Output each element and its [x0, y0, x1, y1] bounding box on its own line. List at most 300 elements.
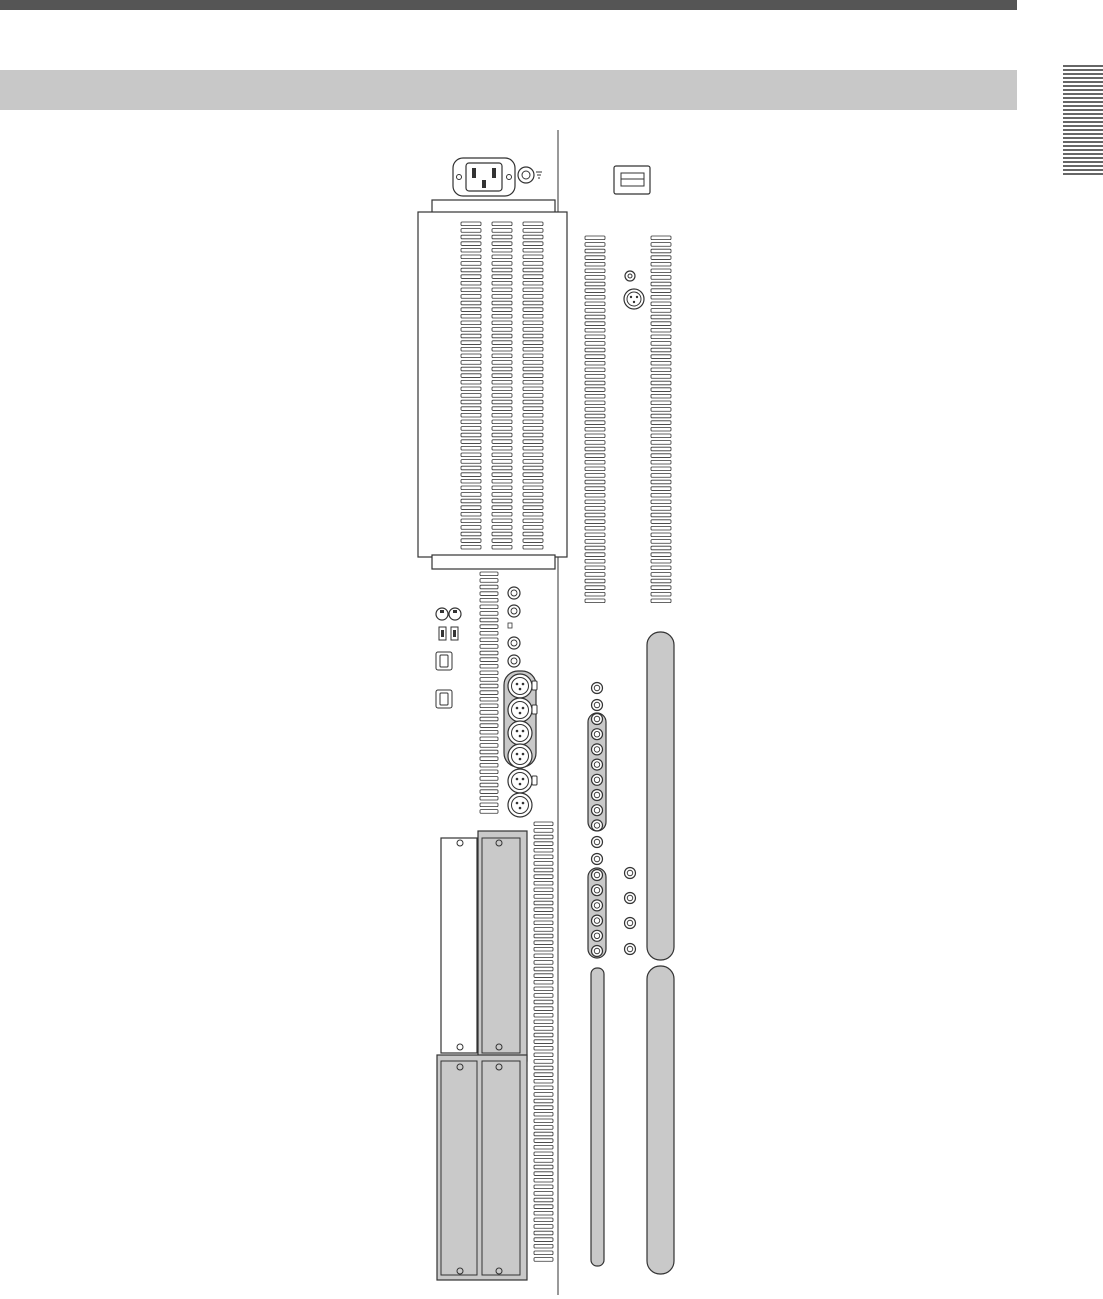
fan-slot: [461, 532, 481, 536]
fan-slot: [461, 314, 481, 318]
fan-slot: [461, 473, 481, 477]
fan-slot: [492, 545, 512, 549]
vent-slot: [585, 256, 605, 260]
fan-slot: [461, 460, 481, 464]
vent-slot: [480, 598, 498, 602]
vent-slot: [585, 335, 605, 339]
fan-slot: [523, 380, 543, 384]
vent-slot: [585, 533, 605, 537]
vent-slot: [534, 1119, 553, 1123]
fan-slot: [461, 545, 481, 549]
bnc-connector-icon: [592, 714, 603, 725]
vent-slot: [480, 803, 498, 807]
vent-slot: [585, 342, 605, 346]
vent-slot: [651, 540, 671, 544]
bnc-connector-icon: [592, 774, 603, 785]
vent-slot: [480, 612, 498, 616]
vent-slot: [480, 757, 498, 761]
vent-slot: [534, 1218, 553, 1222]
fan-slot: [523, 262, 543, 266]
vent-slot: [534, 1099, 553, 1103]
bnc-connector-icon: [592, 946, 603, 957]
vent-slot: [534, 967, 553, 971]
xlr-latch: [532, 776, 537, 785]
fan-slot: [461, 268, 481, 272]
vent-slot: [651, 388, 671, 392]
fan-slot: [492, 281, 512, 285]
vent-slot: [534, 1211, 553, 1215]
vent-slot: [534, 961, 553, 965]
fan-slot: [492, 321, 512, 325]
vent-slot: [651, 282, 671, 286]
bnc-connector-icon: [625, 944, 636, 955]
fan-slot: [461, 499, 481, 503]
xlr-connector-icon[interactable]: [504, 671, 537, 817]
vent-slot: [585, 520, 605, 524]
bnc-connector-icon[interactable]: [508, 587, 520, 667]
fan-slot: [523, 361, 543, 365]
fan-slot: [461, 255, 481, 259]
vent-slot: [480, 625, 498, 629]
xlr-pin: [522, 802, 525, 805]
vent-slot: [534, 1225, 553, 1229]
fan-slot: [492, 440, 512, 444]
vent-slot: [651, 262, 671, 266]
fan-slot: [523, 486, 543, 490]
vent-slot: [534, 1060, 553, 1064]
vent-slot: [585, 276, 605, 280]
vent-slot: [585, 302, 605, 306]
fan-slot: [461, 341, 481, 345]
vent-slot: [534, 1145, 553, 1149]
mini-din-port-icon[interactable]: [436, 608, 461, 620]
fan-slot: [461, 328, 481, 332]
vent-slot: [585, 566, 605, 570]
bnc-connector-icon: [508, 587, 520, 599]
vent-slot: [534, 1251, 553, 1255]
vent-slot: [534, 881, 553, 885]
d-sub-connector-icon[interactable]: [436, 652, 452, 708]
vent-slot: [651, 269, 671, 273]
vent-slot: [480, 638, 498, 642]
vent-slot: [534, 829, 553, 833]
fan-slot: [492, 539, 512, 543]
vent-slot: [651, 579, 671, 583]
fan-slot: [461, 493, 481, 497]
fan-slot: [492, 242, 512, 246]
vent-slot: [585, 467, 605, 471]
fan-slot: [523, 519, 543, 523]
vent-slot: [534, 1205, 553, 1209]
fan-slot: [523, 440, 543, 444]
fan-slot: [461, 295, 481, 299]
fan-slot: [492, 526, 512, 530]
fan-slot: [492, 229, 512, 233]
xlr-pin: [522, 707, 525, 710]
fan-slot: [492, 367, 512, 371]
vent-slot: [534, 1238, 553, 1242]
vent-slot: [480, 678, 498, 682]
vent-slot: [651, 460, 671, 464]
fan-slot: [492, 295, 512, 299]
fan-slot: [461, 281, 481, 285]
vent-slot: [651, 599, 671, 603]
fan-slot: [461, 288, 481, 292]
fan-slot: [523, 394, 543, 398]
vent-slot: [534, 1159, 553, 1163]
vent-slot: [585, 348, 605, 352]
vent-slot: [480, 645, 498, 649]
fan-slot: [461, 407, 481, 411]
fan-slot: [492, 460, 512, 464]
fan-slot: [523, 341, 543, 345]
vent-slot: [534, 1126, 553, 1130]
bnc-connector-icon: [625, 918, 636, 929]
fan-slot: [492, 427, 512, 431]
vent-slot: [534, 1106, 553, 1110]
fan-slot: [461, 222, 481, 226]
fan-slot: [523, 466, 543, 470]
xlr-pin: [522, 683, 525, 686]
vent-slot: [534, 848, 553, 852]
vent-slot: [585, 447, 605, 451]
bnc-connector-icon[interactable]: [625, 868, 636, 955]
bnc-connector-icon: [592, 729, 603, 740]
vent-slot: [480, 631, 498, 635]
fan-slot: [492, 519, 512, 523]
vent-slot: [585, 573, 605, 577]
fan-slot: [461, 235, 481, 239]
fan-slot: [523, 222, 543, 226]
bnc-connector-icon: [592, 759, 603, 770]
vent-slot: [534, 1007, 553, 1011]
vent-slot: [534, 908, 553, 912]
vent-slot: [585, 480, 605, 484]
xlr-pin: [519, 783, 522, 786]
vent-slot: [651, 507, 671, 511]
vent-slot: [534, 822, 553, 826]
fan-slot: [461, 367, 481, 371]
middle-vent-strip: [480, 572, 498, 813]
vent-slot: [585, 295, 605, 299]
fan-slot: [492, 354, 512, 358]
fan-slot: [523, 539, 543, 543]
vent-slot: [534, 987, 553, 991]
vent-slot: [585, 513, 605, 517]
vent-slot: [480, 704, 498, 708]
vent-slot: [480, 777, 498, 781]
vent-slot: [585, 282, 605, 286]
vent-slot: [585, 586, 605, 590]
vent-slot: [585, 249, 605, 253]
fan-slot: [523, 400, 543, 404]
vent-slot: [534, 1112, 553, 1116]
vent-slot: [480, 790, 498, 794]
fan-slot: [492, 453, 512, 457]
vent-slot: [534, 1172, 553, 1176]
bnc-connector-icon: [592, 915, 603, 926]
vent-slot: [534, 954, 553, 958]
vent-slot: [480, 810, 498, 814]
vent-slot: [651, 375, 671, 379]
fan-slot: [461, 486, 481, 490]
ground-terminal-icon: [518, 167, 542, 183]
vent-slot: [534, 855, 553, 859]
vent-slot: [585, 559, 605, 563]
vent-slot: [534, 1093, 553, 1097]
bnc-group-panel: [588, 868, 606, 958]
vent-slot: [585, 236, 605, 240]
xlr-pin: [519, 688, 522, 691]
fan-slot: [461, 427, 481, 431]
fan-slot: [492, 493, 512, 497]
fan-slot: [523, 268, 543, 272]
fan-slot: [492, 466, 512, 470]
vent-slot: [480, 717, 498, 721]
fan-slot: [492, 268, 512, 272]
fan-slot: [523, 235, 543, 239]
vent-slot: [480, 750, 498, 754]
vent-slot: [651, 289, 671, 293]
vent-slot: [585, 328, 605, 332]
fan-slot: [523, 248, 543, 252]
fan-slot: [492, 341, 512, 345]
fan-slot: [461, 321, 481, 325]
vent-slot: [480, 572, 498, 576]
bnc-connector-icon: [592, 930, 603, 941]
vent-slot: [651, 553, 671, 557]
vent-slot: [651, 355, 671, 359]
xlr-connector-icon[interactable]: [624, 289, 644, 309]
fan-slot: [523, 479, 543, 483]
fan-ventilation-panel: [418, 200, 567, 569]
fan-slot: [523, 413, 543, 417]
usb-port-icon[interactable]: [439, 627, 458, 640]
fan-slot: [523, 493, 543, 497]
vent-slot: [651, 441, 671, 445]
vent-slot: [651, 361, 671, 365]
vent-slot: [534, 1066, 553, 1070]
ac-power-inlet-icon: [453, 158, 515, 196]
vent-slot: [534, 868, 553, 872]
xlr-pin: [516, 707, 519, 710]
vent-slot: [651, 302, 671, 306]
vent-slot: [534, 1046, 553, 1050]
vent-slot: [651, 559, 671, 563]
vent-slot: [534, 1185, 553, 1189]
fan-slot: [492, 328, 512, 332]
vent-slot: [534, 1000, 553, 1004]
vent-slot: [585, 361, 605, 365]
vent-slot: [651, 243, 671, 247]
vent-slot: [585, 474, 605, 478]
fan-slot: [461, 526, 481, 530]
vent-slot: [585, 599, 605, 603]
bnc-connector-icon: [508, 605, 520, 617]
fan-slot: [523, 242, 543, 246]
fan-slot: [492, 301, 512, 305]
vent-slot: [585, 487, 605, 491]
rocker-switch-icon[interactable]: [614, 166, 650, 194]
fan-slot: [492, 499, 512, 503]
fan-slot: [523, 374, 543, 378]
fan-slot: [492, 512, 512, 516]
vent-slot: [651, 401, 671, 405]
vent-slot: [651, 256, 671, 260]
vent-slot: [585, 500, 605, 504]
vent-slot: [480, 744, 498, 748]
vent-slot: [534, 1244, 553, 1248]
fan-slot: [492, 308, 512, 312]
vent-slot: [480, 697, 498, 701]
fan-slot: [461, 380, 481, 384]
fan-slot: [523, 367, 543, 371]
vent-slot: [585, 427, 605, 431]
vent-slot: [534, 1132, 553, 1136]
fan-slot: [523, 512, 543, 516]
fan-slot: [523, 433, 543, 437]
vent-slot: [585, 262, 605, 266]
fan-slot: [523, 499, 543, 503]
vent-slot: [651, 474, 671, 478]
xlr-latch: [532, 681, 537, 690]
vent-slot: [651, 513, 671, 517]
fan-slot: [523, 407, 543, 411]
vent-slot: [534, 835, 553, 839]
vent-slot: [651, 381, 671, 385]
vent-slot: [534, 1027, 553, 1031]
fan-slot: [523, 281, 543, 285]
vent-slot: [480, 618, 498, 622]
vent-slot: [651, 342, 671, 346]
fan-slot: [492, 446, 512, 450]
vent-slot: [651, 421, 671, 425]
fan-slot: [523, 255, 543, 259]
fan-slot: [492, 433, 512, 437]
fan-slot: [492, 380, 512, 384]
vent-slot: [534, 1033, 553, 1037]
vent-slot: [534, 921, 553, 925]
fan-slot: [461, 308, 481, 312]
vent-slot: [480, 579, 498, 583]
vent-slot: [480, 658, 498, 662]
vent-slot: [480, 724, 498, 728]
fan-slot: [523, 308, 543, 312]
vent-slot: [585, 269, 605, 273]
vent-slot: [651, 276, 671, 280]
vent-slot: [480, 651, 498, 655]
vent-slot: [651, 309, 671, 313]
vent-slot: [585, 289, 605, 293]
fan-slot: [523, 354, 543, 358]
vent-slot: [651, 487, 671, 491]
vent-slot: [651, 414, 671, 418]
fan-slot: [523, 275, 543, 279]
xlr-pin: [516, 778, 519, 781]
vent-slot: [480, 592, 498, 596]
fan-slot: [523, 387, 543, 391]
small-jack-icon[interactable]: [625, 271, 635, 281]
vent-slot: [534, 947, 553, 951]
vent-slot: [651, 546, 671, 550]
bnc-connector-icon: [592, 837, 603, 848]
vent-slot: [651, 447, 671, 451]
fan-slot: [492, 255, 512, 259]
vent-slot: [651, 592, 671, 596]
vent-slot: [585, 401, 605, 405]
vent-slot: [651, 368, 671, 372]
fan-slot: [523, 473, 543, 477]
fan-slot: [492, 486, 512, 490]
vent-slot: [480, 664, 498, 668]
bnc-connector-icon: [592, 744, 603, 755]
fan-slot: [461, 453, 481, 457]
bnc-connector-icon: [625, 893, 636, 904]
fan-slot: [461, 466, 481, 470]
bnc-connector-icon: [508, 637, 520, 649]
fan-slot: [523, 506, 543, 510]
fan-slot: [523, 446, 543, 450]
vent-slot: [534, 1086, 553, 1090]
fan-slot: [523, 532, 543, 536]
xlr-pin: [519, 807, 522, 810]
bnc-connector-icon: [625, 868, 636, 879]
vent-slot: [651, 533, 671, 537]
vent-slot: [534, 1079, 553, 1083]
vent-slot: [534, 980, 553, 984]
vent-slot: [534, 1165, 553, 1169]
vent-slot: [651, 573, 671, 577]
fan-slot: [492, 532, 512, 536]
fan-slot: [523, 314, 543, 318]
vent-slot: [651, 427, 671, 431]
bnc-connector-icon: [592, 805, 603, 816]
bnc-connector-icon: [592, 870, 603, 881]
vent-slot: [585, 368, 605, 372]
fan-slot: [461, 374, 481, 378]
fan-slot: [461, 506, 481, 510]
vent-slot: [534, 901, 553, 905]
fan-slot: [461, 242, 481, 246]
xlr-pin: [519, 758, 522, 761]
fan-slot: [523, 328, 543, 332]
vent-slot: [534, 941, 553, 945]
vent-slot: [651, 526, 671, 530]
fan-slot: [523, 526, 543, 530]
vent-slot: [651, 295, 671, 299]
fan-slot: [461, 512, 481, 516]
vent-slot: [651, 586, 671, 590]
vent-slot: [534, 914, 553, 918]
fan-slot: [523, 460, 543, 464]
vent-slot: [585, 388, 605, 392]
vent-slot: [534, 1013, 553, 1017]
vent-slot: [585, 355, 605, 359]
vent-slot: [651, 236, 671, 240]
vent-slot: [585, 526, 605, 530]
vent-slot: [534, 862, 553, 866]
fan-slot: [461, 479, 481, 483]
vent-slot: [651, 249, 671, 253]
fan-slot: [461, 361, 481, 365]
fan-slot: [461, 519, 481, 523]
vent-slot: [534, 1258, 553, 1262]
vent-slot: [534, 1192, 553, 1196]
xlr-pin: [522, 778, 525, 781]
vent-slot: [651, 408, 671, 412]
fan-slot: [523, 321, 543, 325]
bnc-connector-icon[interactable]: [588, 683, 606, 959]
